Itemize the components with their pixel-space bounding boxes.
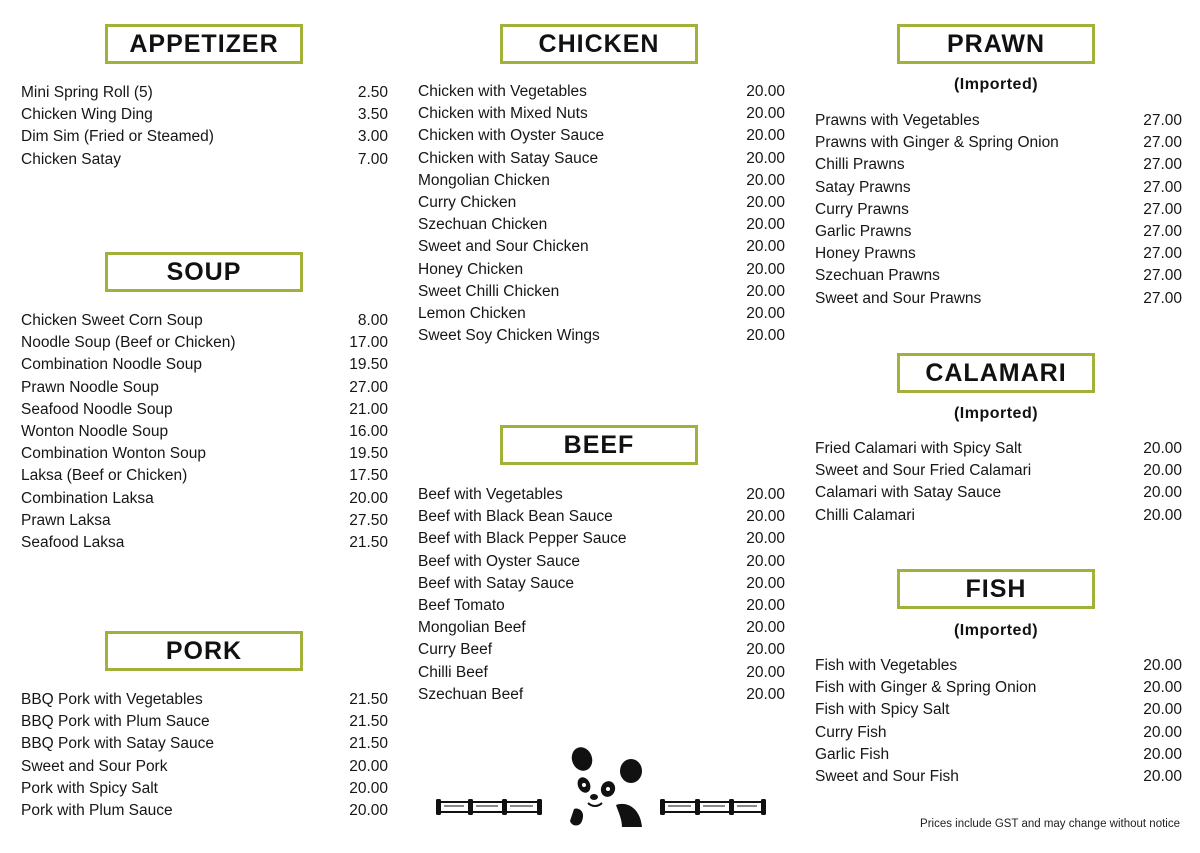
- menu-item-name: Pork with Spicy Salt: [21, 779, 158, 797]
- menu-item: [418, 595, 785, 617]
- menu-item-price: 8.00: [357, 312, 388, 329]
- menu-item: [21, 711, 388, 733]
- fish-header: FISH: [897, 569, 1095, 609]
- menu-item: [418, 125, 785, 147]
- menu-item-name: Laksa (Beef or Chicken): [21, 467, 188, 485]
- menu-item-name: Fried Calamari with Spicy Salt: [815, 440, 1022, 457]
- menu-item-price: 27.00: [1143, 134, 1182, 152]
- menu-item-name: Curry Prawns: [815, 200, 909, 218]
- menu-item-name: Combination Wonton Soup: [21, 445, 206, 463]
- menu-item-price: 20.00: [746, 552, 785, 570]
- menu-item: [418, 617, 785, 639]
- menu-item: [418, 662, 785, 684]
- menu-item-price: 20.00: [746, 508, 785, 526]
- menu-item-name: Chilli Prawns: [815, 156, 905, 174]
- menu-item: [815, 288, 1182, 310]
- menu-item: [815, 110, 1182, 132]
- menu-item-name: Combination Noodle Soup: [21, 356, 202, 374]
- menu-item-price: 2.50: [357, 84, 388, 101]
- menu-item-price: 27.00: [1143, 289, 1182, 307]
- menu-item-price: 20.00: [1143, 462, 1182, 480]
- menu-item: [21, 104, 388, 126]
- menu-item-name: Prawn Laksa: [21, 511, 111, 529]
- appetizer-list: [21, 82, 388, 171]
- menu-item: [418, 103, 785, 125]
- menu-item-price: 20.00: [349, 757, 388, 775]
- menu-item: [815, 438, 1182, 460]
- menu-item: [21, 778, 388, 800]
- menu-item-price: 20.00: [746, 149, 785, 167]
- menu-item: [418, 81, 785, 103]
- menu-item-name: Pork with Plum Sauce: [21, 801, 173, 819]
- pork-list: [21, 689, 388, 822]
- bamboo-icon: [436, 796, 542, 818]
- menu-item: [21, 332, 388, 354]
- menu-item: [418, 551, 785, 573]
- menu-item: [418, 639, 785, 661]
- menu-item-name: Beef with Satay Sauce: [418, 574, 574, 592]
- menu-item: [21, 377, 388, 399]
- soup-list: [21, 310, 388, 554]
- menu-item-price: 27.00: [1143, 178, 1182, 196]
- menu-item-price: 27.00: [349, 378, 388, 396]
- menu-item-name: Fish with Vegetables: [815, 657, 958, 674]
- menu-item-name: Sweet and Sour Fish: [815, 767, 959, 785]
- menu-item-price: 20.00: [746, 282, 785, 300]
- menu-item: [21, 510, 388, 532]
- menu-item: [21, 800, 388, 822]
- menu-item-name: Curry Chicken: [418, 193, 517, 211]
- menu-item: [418, 236, 785, 258]
- menu-item: [418, 303, 785, 325]
- menu-item-name: Chicken with Oyster Sauce: [418, 127, 605, 145]
- menu-item-price: 7.00: [357, 150, 388, 168]
- menu-item-price: 20.00: [746, 663, 785, 681]
- menu-item-price: 20.00: [746, 304, 785, 322]
- menu-item-name: Sweet and Sour Chicken: [418, 238, 589, 256]
- menu-item: [21, 354, 388, 376]
- menu-item-name: Chicken with Satay Sauce: [418, 149, 599, 167]
- menu-item-price: 27.50: [349, 511, 388, 529]
- menu-item-name: Prawn Noodle Soup: [21, 378, 159, 396]
- menu-item-name: Chicken with Vegetables: [418, 83, 587, 100]
- menu-item-price: 17.00: [349, 334, 388, 352]
- menu-item-name: Chilli Beef: [418, 663, 488, 681]
- menu-item-price: 21.50: [349, 713, 388, 731]
- menu-item-name: Fish with Spicy Salt: [815, 701, 950, 719]
- menu-item-price: 20.00: [1143, 701, 1182, 719]
- menu-item: [21, 149, 388, 171]
- menu-item-price: 3.50: [357, 106, 388, 124]
- menu-item-name: Mongolian Beef: [418, 619, 526, 637]
- menu-item-name: Prawns with Vegetables: [815, 112, 980, 129]
- menu-item-price: 20.00: [349, 801, 388, 819]
- bamboo-icon: [660, 796, 766, 818]
- menu-item: [21, 126, 388, 148]
- menu-item-price: 20.00: [746, 574, 785, 592]
- menu-item-name: Honey Prawns: [815, 245, 916, 263]
- menu-item: [815, 505, 1182, 527]
- prawn-subtitle: (Imported): [953, 76, 1039, 93]
- menu-item-price: 27.00: [1143, 156, 1182, 174]
- menu-item-name: Lemon Chicken: [418, 304, 526, 322]
- menu-item: [815, 132, 1182, 154]
- menu-item: [21, 488, 388, 510]
- menu-item: [418, 573, 785, 595]
- menu-item: [418, 148, 785, 170]
- menu-item-name: Garlic Fish: [815, 745, 890, 763]
- fish-subtitle: (Imported): [953, 622, 1039, 639]
- menu-item-price: 20.00: [746, 619, 785, 637]
- menu-item: [418, 192, 785, 214]
- menu-item-price: 3.00: [357, 128, 388, 146]
- menu-item-price: 20.00: [1143, 657, 1182, 674]
- menu-item-name: Mongolian Chicken: [418, 171, 550, 189]
- menu-item-price: 27.00: [1143, 112, 1182, 129]
- menu-item: [815, 677, 1182, 699]
- menu-item: [418, 325, 785, 347]
- menu-item-price: 21.50: [349, 533, 388, 551]
- menu-item-price: 20.00: [1143, 723, 1182, 741]
- menu-item-name: Honey Chicken: [418, 260, 524, 278]
- fish-list: [815, 655, 1182, 788]
- menu-item-name: Curry Fish: [815, 723, 887, 741]
- menu-item-price: 20.00: [1143, 767, 1182, 785]
- appetizer-header: APPETIZER: [105, 24, 303, 64]
- menu-item: [418, 281, 785, 303]
- calamari-list: [815, 438, 1182, 527]
- menu-item: [815, 482, 1182, 504]
- menu-item-name: Chicken Sweet Corn Soup: [21, 312, 203, 329]
- menu-item: [815, 655, 1182, 677]
- panda-icon: [560, 745, 646, 831]
- menu-item-price: 27.00: [1143, 222, 1182, 240]
- prawn-list: [815, 110, 1182, 310]
- menu-item-name: Chicken Wing Ding: [21, 106, 153, 124]
- menu-item: [21, 733, 388, 755]
- menu-item-price: 20.00: [746, 327, 785, 345]
- menu-item-price: 20.00: [746, 105, 785, 123]
- menu-item-name: Garlic Prawns: [815, 222, 912, 240]
- menu-item-price: 27.00: [1143, 267, 1182, 285]
- menu-item-name: Sweet Soy Chicken Wings: [418, 327, 600, 345]
- menu-item-name: Beef with Oyster Sauce: [418, 552, 580, 570]
- menu-item-name: Combination Laksa: [21, 489, 154, 507]
- menu-item-name: Chilli Calamari: [815, 506, 915, 524]
- menu-item-price: 27.00: [1143, 245, 1182, 263]
- menu-item-name: Mini Spring Roll (5): [21, 84, 153, 101]
- menu-item: [418, 484, 785, 506]
- menu-item-name: Beef Tomato: [418, 596, 505, 614]
- menu-item-price: 27.00: [1143, 200, 1182, 218]
- chicken-header: CHICKEN: [500, 24, 698, 64]
- menu-item-name: Sweet Chilli Chicken: [418, 282, 560, 300]
- menu-item-name: Seafood Noodle Soup: [21, 400, 173, 418]
- pork-header: PORK: [105, 631, 303, 671]
- menu-item-price: 20.00: [349, 779, 388, 797]
- menu-item-name: Sweet and Sour Fried Calamari: [815, 462, 1032, 480]
- menu-item-name: Noodle Soup (Beef or Chicken): [21, 334, 236, 352]
- menu-item: [418, 684, 785, 706]
- menu-item-price: 17.50: [349, 467, 388, 485]
- menu-item: [21, 399, 388, 421]
- menu-item: [21, 465, 388, 487]
- menu-item: [21, 689, 388, 711]
- menu-item-name: Curry Beef: [418, 641, 493, 659]
- menu-item-price: 19.50: [349, 356, 388, 374]
- menu-item-price: 20.00: [746, 127, 785, 145]
- menu-item: [21, 421, 388, 443]
- menu-item-price: 20.00: [746, 596, 785, 614]
- menu-item: [418, 170, 785, 192]
- menu-item: [21, 443, 388, 465]
- menu-item-price: 20.00: [1143, 506, 1182, 524]
- menu-item: [815, 722, 1182, 744]
- menu-item-price: 20.00: [746, 193, 785, 211]
- menu-item: [815, 766, 1182, 788]
- menu-item: [418, 259, 785, 281]
- menu-item-name: Dim Sim (Fried or Steamed): [21, 128, 214, 146]
- menu-item-name: Sweet and Sour Pork: [21, 757, 168, 775]
- menu-item-price: 19.50: [349, 445, 388, 463]
- menu-item-price: 20.00: [746, 171, 785, 189]
- menu-item: [418, 214, 785, 236]
- menu-item: [418, 528, 785, 550]
- menu-item: [815, 221, 1182, 243]
- menu-item-price: 21.50: [349, 735, 388, 753]
- menu-item-name: Beef with Black Pepper Sauce: [418, 530, 627, 548]
- menu-item-price: 20.00: [746, 685, 785, 703]
- menu-item-name: BBQ Pork with Plum Sauce: [21, 713, 210, 731]
- calamari-subtitle: (Imported): [953, 405, 1039, 422]
- menu-item-price: 21.50: [349, 691, 388, 708]
- menu-item-price: 20.00: [746, 530, 785, 548]
- menu-item-name: Calamari with Satay Sauce: [815, 484, 1002, 502]
- menu-item-price: 20.00: [1143, 484, 1182, 502]
- menu-item-name: BBQ Pork with Vegetables: [21, 691, 203, 708]
- menu-item: [815, 177, 1182, 199]
- menu-item-name: Beef with Black Bean Sauce: [418, 508, 613, 526]
- menu-item: [815, 154, 1182, 176]
- calamari-header: CALAMARI: [897, 353, 1095, 393]
- menu-item-price: 20.00: [1143, 679, 1182, 697]
- menu-item-price: 16.00: [349, 422, 388, 440]
- menu-item-price: 20.00: [1143, 440, 1182, 457]
- menu-item: [418, 506, 785, 528]
- menu-item: [815, 199, 1182, 221]
- menu-item-price: 20.00: [1143, 745, 1182, 763]
- menu-item-price: 20.00: [746, 260, 785, 278]
- menu-item: [21, 532, 388, 554]
- menu-item-name: Seafood Laksa: [21, 533, 125, 551]
- menu-item-name: Fish with Ginger & Spring Onion: [815, 679, 1037, 697]
- menu-item: [815, 699, 1182, 721]
- menu-item-name: Szechuan Beef: [418, 685, 524, 703]
- menu-item: [815, 243, 1182, 265]
- menu-item-name: Szechuan Chicken: [418, 216, 548, 234]
- menu-item: [815, 744, 1182, 766]
- prawn-header: PRAWN: [897, 24, 1095, 64]
- menu-item-price: 20.00: [349, 489, 388, 507]
- footer-note: Prices include GST and may change without notice: [920, 818, 1180, 830]
- menu-item-name: Prawns with Ginger & Spring Onion: [815, 134, 1059, 152]
- menu-item-name: BBQ Pork with Satay Sauce: [21, 735, 214, 753]
- menu-item-price: 20.00: [746, 238, 785, 256]
- beef-list: [418, 484, 785, 706]
- beef-header: BEEF: [500, 425, 698, 465]
- menu-item: [21, 756, 388, 778]
- menu-item: [21, 82, 388, 104]
- menu-item-name: Wonton Noodle Soup: [21, 422, 169, 440]
- menu-item-name: Szechuan Prawns: [815, 267, 940, 285]
- menu-item-price: 20.00: [746, 216, 785, 234]
- menu-item: [21, 310, 388, 332]
- soup-header: SOUP: [105, 252, 303, 292]
- chicken-list: [418, 81, 785, 347]
- menu-item-price: 21.00: [349, 400, 388, 418]
- menu-item-name: Sweet and Sour Prawns: [815, 289, 982, 307]
- menu-item-name: Chicken with Mixed Nuts: [418, 105, 588, 123]
- menu-item-price: 20.00: [746, 83, 785, 100]
- menu-item-name: Beef with Vegetables: [418, 486, 563, 503]
- menu-item: [815, 460, 1182, 482]
- menu-item-name: Chicken Satay: [21, 150, 121, 168]
- menu-item-price: 20.00: [746, 641, 785, 659]
- menu-item-price: 20.00: [746, 486, 785, 503]
- menu-item-name: Satay Prawns: [815, 178, 911, 196]
- menu-item: [815, 265, 1182, 287]
